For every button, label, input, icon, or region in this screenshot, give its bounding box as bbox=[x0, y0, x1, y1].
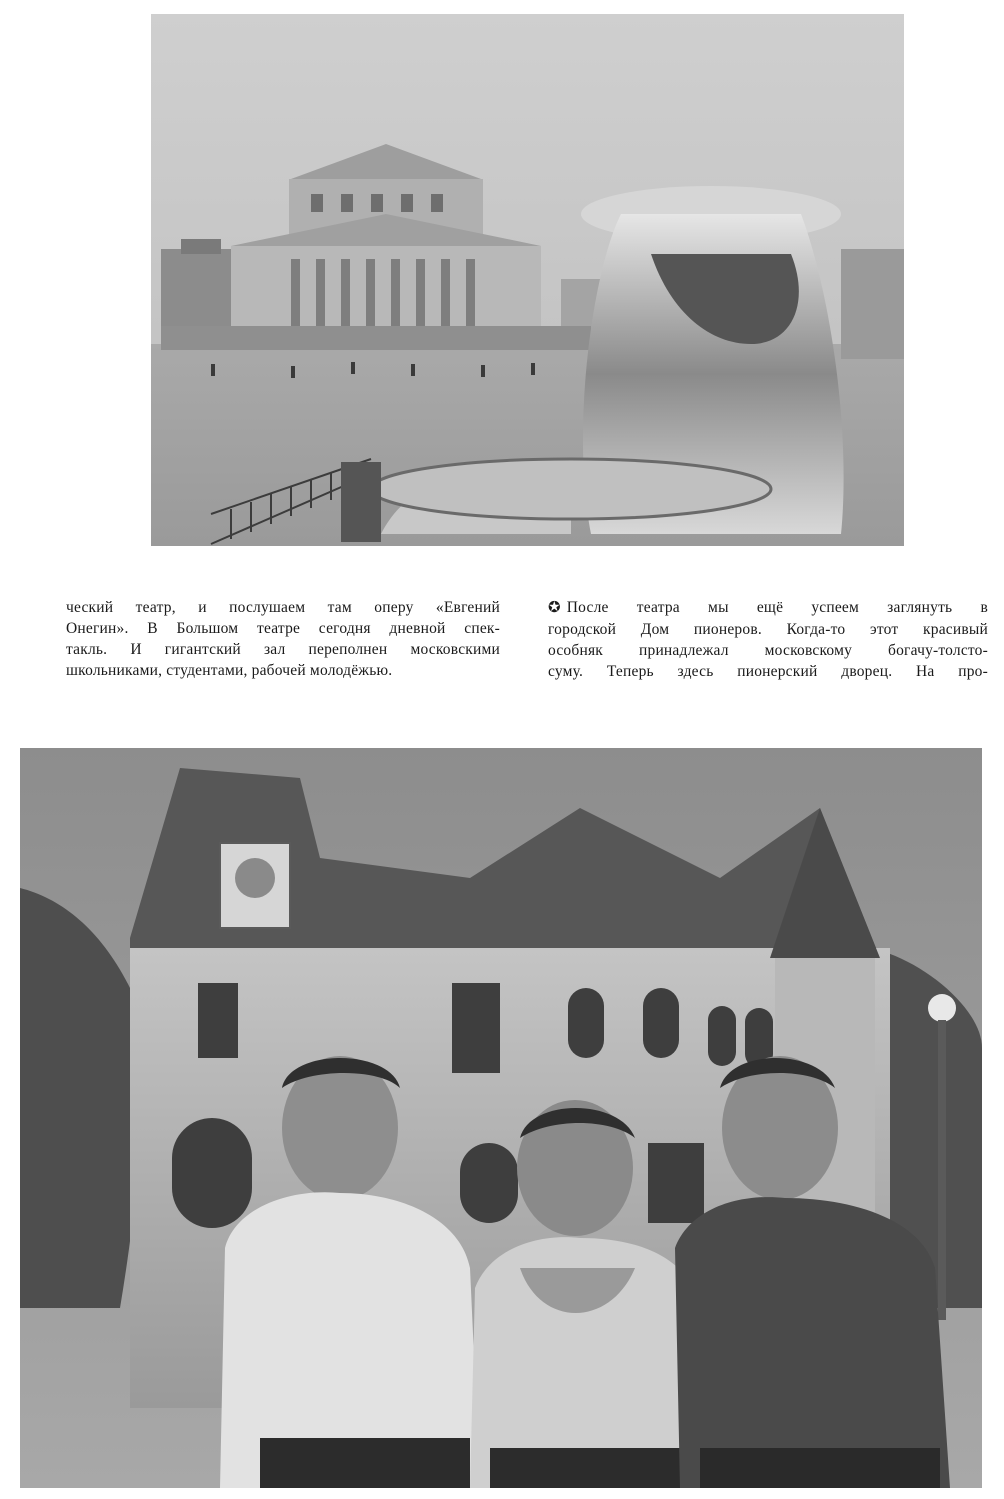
pioneer-house-illustration bbox=[20, 748, 982, 1488]
body-text-left-column bbox=[66, 597, 500, 681]
star-icon: ✪ bbox=[548, 600, 561, 616]
text-line: особняк принадлежал московскому богачу-толсто- bbox=[548, 642, 988, 659]
text-line: ческий театр, и послушаем там оперу «Евгений bbox=[66, 599, 500, 616]
text-line-with-marker bbox=[548, 597, 988, 619]
text-line: суму. Теперь здесь пионерский дворец. На про- bbox=[548, 663, 988, 680]
text-line: такль. И гигантский зал переполнен московскими bbox=[66, 641, 500, 658]
text-line: школьниками, студентами, рабочей молодёжью. bbox=[66, 662, 393, 679]
bolshoi-theatre-illustration bbox=[151, 14, 904, 546]
text-line: После театра мы ещё успеем заглянуть в bbox=[566, 599, 988, 616]
body-text-right-column bbox=[548, 597, 988, 682]
text-line: Онегин». В Большом театре сегодня дневной спек- bbox=[66, 620, 500, 637]
pioneer-house-photo bbox=[20, 748, 982, 1488]
text-line: городской Дом пионеров. Когда-то этот красивый bbox=[548, 621, 988, 638]
bolshoi-theatre-photo bbox=[151, 14, 904, 546]
